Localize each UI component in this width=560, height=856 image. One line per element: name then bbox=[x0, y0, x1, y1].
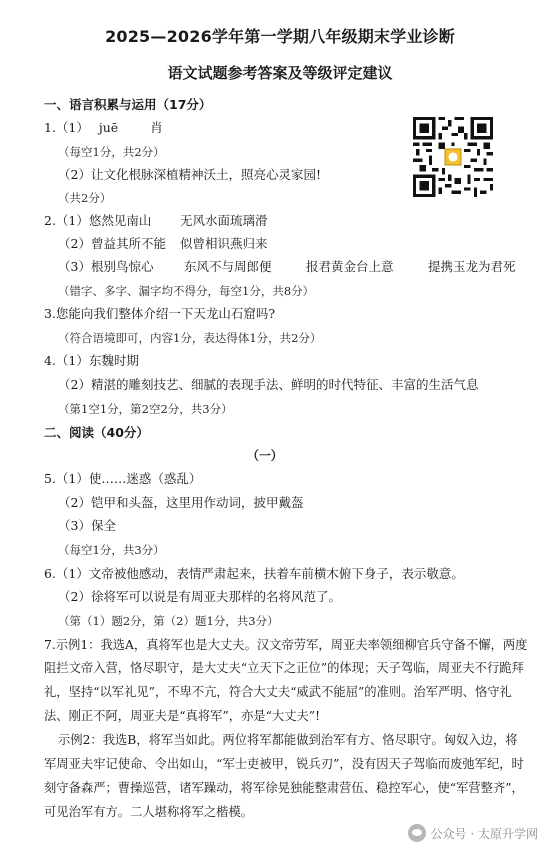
q7-p1-line4: 法、刚正不阿，周亚夫是“真将军”，亦是“大丈夫”! bbox=[44, 709, 321, 723]
q2-r2-num: （2） bbox=[58, 236, 91, 251]
q3-note: （符合语境即可，内容1分，表达得体1分，共2分） bbox=[58, 331, 322, 345]
q7-p2-line3: 刻守备森严；曹操巡营，诸军躁动，将军徐晃独能整肃营伍、稳控军心，使“军营整齐”， bbox=[44, 781, 524, 795]
q7-p2-line4: 可见治军有方。二人堪称将军之楷模。 bbox=[44, 805, 254, 819]
q2-r2-a: 曾益其所不能 bbox=[90, 236, 166, 251]
q4-line2: （2）精湛的雕刻技艺、细腻的表现手法、鲜明的时代特征、丰富的生活气息 bbox=[58, 377, 479, 392]
q2-r2-b: 似曾相识燕归来 bbox=[180, 236, 268, 251]
q5-line1: 5.（1）使……迷惑（惑乱） bbox=[44, 471, 202, 486]
q2-r3-num: （3） bbox=[58, 259, 91, 274]
q2-row1 bbox=[44, 213, 268, 229]
q7-p1-line1: 7.示例1：我选A，真将军也是大丈夫。汉文帝劳军，周亚夫率领细柳官兵守备不懈，两度 bbox=[44, 638, 528, 652]
q2-note: （错字、多字、漏字均不得分，每空1分，共8分） bbox=[58, 284, 315, 298]
section2-part: （一） bbox=[247, 448, 283, 463]
q1-number: 1.（1） bbox=[44, 120, 89, 135]
q7-p1-line3: 礼，坚持“以军礼见”，不卑不亢，符合大丈夫“威武不能屈”的准则。治军严明、恪守礼 bbox=[44, 685, 512, 699]
q7-p1-line2: 阻拦文帝入营，恪尽职守，是大丈夫“立天下之正位”的体现；天子驾临，周亚夫不行跪拜 bbox=[44, 661, 524, 675]
q2-r1-b: 无风水面琉璃滑 bbox=[180, 213, 268, 228]
q2-row3 bbox=[58, 259, 516, 275]
q5-line2: （2）铠甲和头盔，这里用作动词，披甲戴盔 bbox=[58, 495, 304, 510]
q2-row2 bbox=[58, 236, 268, 252]
q5-line3: （3）保全 bbox=[58, 518, 116, 533]
document-title: 2025—2026学年第一学期八年级期末学业诊断 bbox=[105, 27, 455, 46]
q3-line: 3.您能向我们整体介绍一下天龙山石窟吗? bbox=[44, 306, 276, 321]
q7-p2-line2: 军周亚夫牢记使命、令出如山，“军士吏被甲，锐兵刃”，没有因天子驾临而废弛军纪，时 bbox=[44, 757, 524, 771]
q2-r3-a: 根别鸟惊心 bbox=[90, 259, 154, 274]
q6-line1: 6.（1）文帝被他感动，表情严肃起来，扶着车前横木俯下身子，表示敬意。 bbox=[44, 566, 464, 581]
q1-line1 bbox=[44, 120, 163, 136]
q6-note: （第（1）题2分，第（2）题1分，共3分） bbox=[58, 614, 279, 628]
wechat-icon bbox=[408, 824, 426, 842]
q2-r1-num: 2.（1） bbox=[44, 213, 89, 228]
document-subtitle: 语文试题参考答案及等级评定建议 bbox=[167, 64, 393, 82]
section1-heading: 一、语言积累与运用（17分） bbox=[44, 97, 212, 112]
q6-line2: （2）徐将军可以说是有周亚夫那样的名将风范了。 bbox=[58, 589, 341, 604]
q2-r3-d: 提携玉龙为君死 bbox=[428, 259, 516, 274]
watermark-text: 公众号 · 太原升学网 bbox=[430, 826, 538, 841]
section2-heading: 二、阅读（40分） bbox=[44, 425, 149, 440]
q5-note: （每空1分，共3分） bbox=[58, 543, 165, 557]
q4-note: （第1空1分，第2空2分，共3分） bbox=[58, 402, 233, 416]
q1-pinyin: juē bbox=[98, 120, 119, 135]
q1-note2: （共2分） bbox=[58, 191, 112, 205]
q2-r3-b: 东风不与周郎便 bbox=[184, 259, 272, 274]
q1-char: 肖 bbox=[150, 120, 163, 135]
q1-line2: （2）让文化根脉深植精神沃土，照亮心灵家园! bbox=[58, 167, 321, 182]
q2-r1-a: 悠然见南山 bbox=[88, 213, 152, 228]
q2-r3-c: 报君黄金台上意 bbox=[306, 259, 394, 274]
qr-code-image bbox=[413, 117, 493, 197]
q1-note1: （每空1分，共2分） bbox=[58, 145, 165, 159]
watermark bbox=[408, 824, 538, 842]
q4-line1: 4.（1）东魏时期 bbox=[44, 353, 139, 368]
q7-p2-line1: 示例2：我选B，将军当如此。两位将军都能做到治军有方、恪尽职守。匈奴入边，将 bbox=[58, 733, 518, 747]
